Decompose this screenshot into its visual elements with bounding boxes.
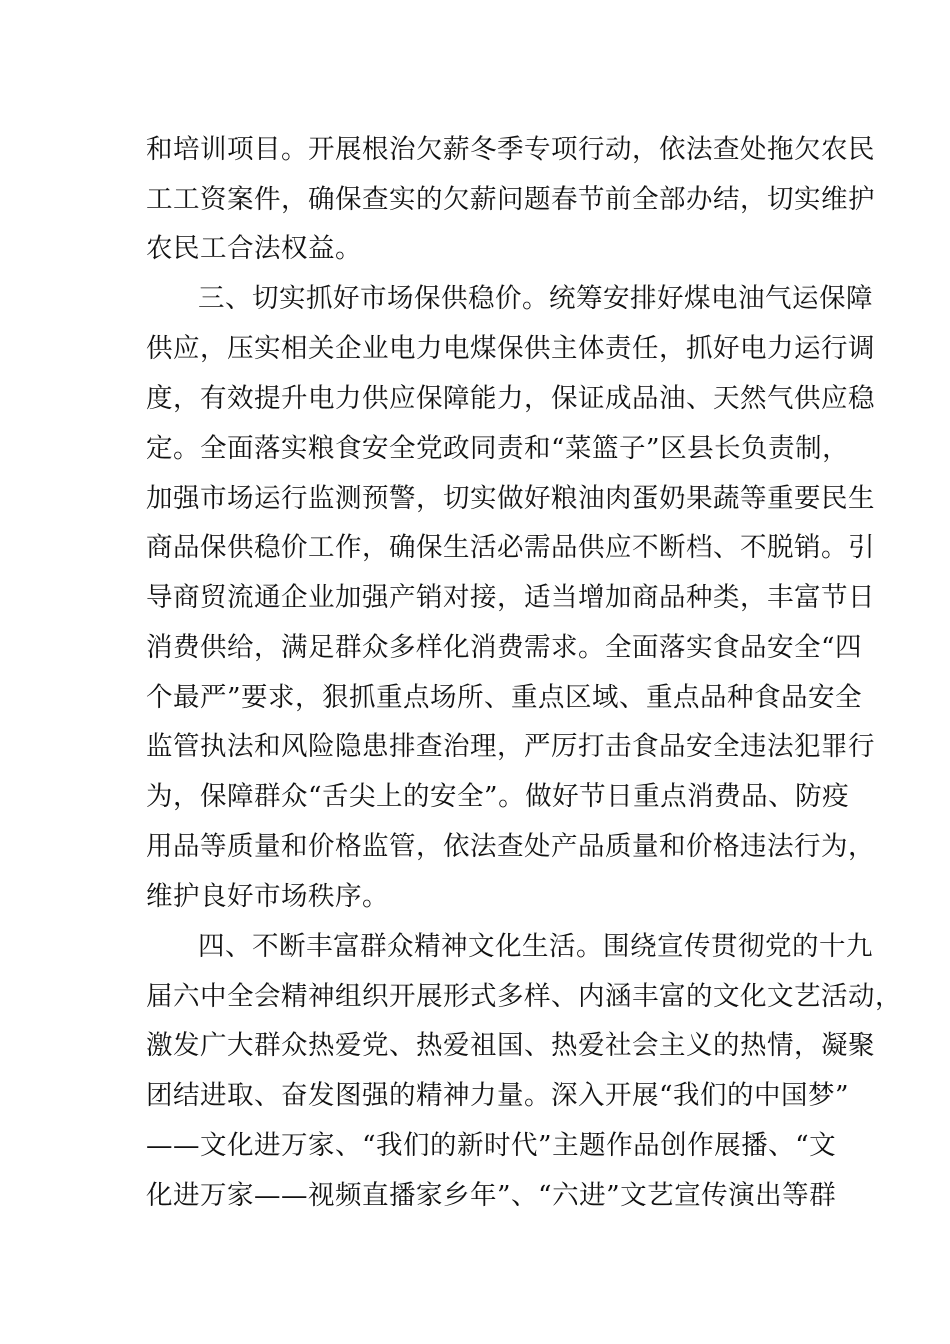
text-line: 团结进取、奋发图强的精神力量。深入开展“我们的中国梦” — [146, 1080, 850, 1111]
text-line: 监管执法和风险隐患排查治理，严厉打击食品安全违法犯罪行 — [146, 731, 875, 762]
text-line: 为，保障群众“舌尖上的安全”。做好节日重点消费品、防疫 — [146, 781, 850, 812]
text-line: 工工资案件，确保查实的欠薪问题春节前全部办结，切实维护 — [146, 184, 875, 215]
text-line: 度，有效提升电力供应保障能力，保证成品油、天然气供应稳 — [146, 383, 875, 414]
text-line: 激发广大群众热爱党、热爱祖国、热爱社会主义的热情，凝聚 — [146, 1030, 875, 1061]
paragraph-start-line: 三、切实抓好市场保供稳价。统筹安排好煤电油气运保障 — [198, 283, 873, 314]
text-line: 导商贸流通企业加强产销对接，适当增加商品种类，丰富节日 — [146, 582, 875, 613]
text-line: ——文化进万家、“我们的新时代”主题作品创作展播、“文 — [146, 1130, 837, 1161]
text-line: 消费供给，满足群众多样化消费需求。全面落实食品安全“四 — [146, 632, 863, 663]
text-line: 供应，压实相关企业电力电煤保供主体责任，抓好电力运行调 — [146, 333, 875, 364]
text-line: 商品保供稳价工作，确保生活必需品供应不断档、不脱销。引 — [146, 532, 875, 563]
text-line: 化进万家——视频直播家乡年”、“六进”文艺宣传演出等群 — [146, 1180, 837, 1211]
text-line: 和培训项目。开展根治欠薪冬季专项行动，依法查处拖欠农民 — [146, 134, 875, 165]
text-line: 加强市场运行监测预警，切实做好粮油肉蛋奶果蔬等重要民生 — [146, 483, 875, 514]
text-line: 届六中全会精神组织开展形式多样、内涵丰富的文化文艺活动， — [146, 981, 902, 1012]
text-line: 农民工合法权益。 — [146, 233, 362, 264]
text-line: 用品等质量和价格监管，依法查处产品质量和价格违法行为， — [146, 831, 875, 862]
text-line: 个最严”要求，狠抓重点场所、重点区域、重点品种食品安全 — [146, 682, 863, 713]
text-line: 定。全面落实粮食安全党政同责和“菜篮子”区县长负责制， — [146, 433, 850, 464]
text-line: 维护良好市场秩序。 — [146, 881, 389, 912]
paragraph-start-line: 四、不断丰富群众精神文化生活。围绕宣传贯彻党的十九 — [198, 931, 873, 962]
